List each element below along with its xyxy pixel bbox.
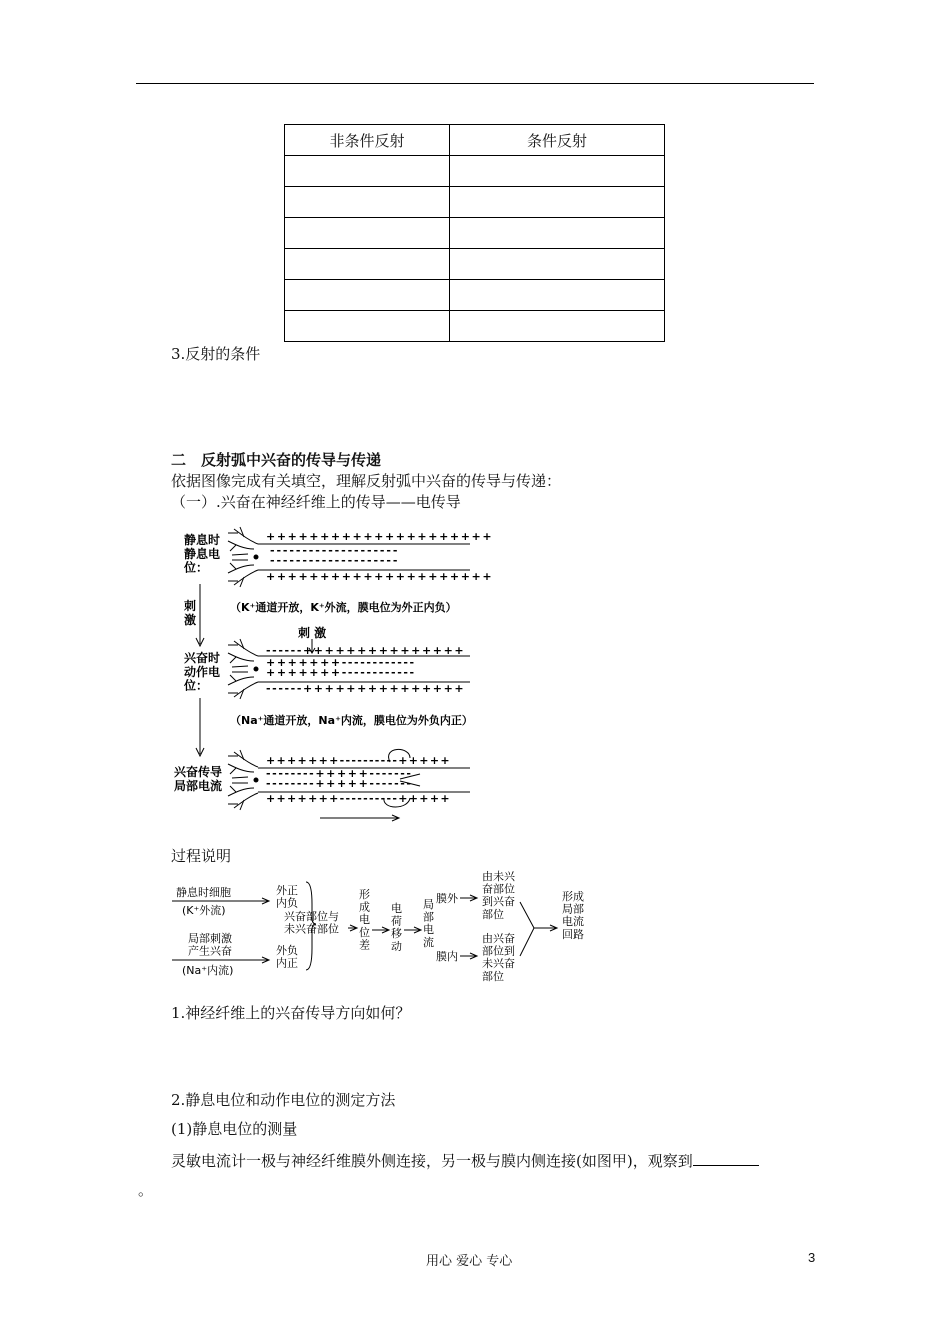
form-potential-diff: 形成电位差	[359, 888, 370, 952]
question-2-end: 。	[138, 1181, 154, 1199]
page-footer: 用心 爱心 专心	[426, 1254, 513, 1269]
table-row	[285, 156, 665, 187]
table-cell	[285, 249, 450, 280]
nucleus	[254, 555, 259, 560]
neuron-cell-body	[228, 750, 259, 810]
reflex-comparison-table	[284, 124, 665, 342]
na-inflow-label: (Na⁺内流)	[182, 964, 234, 977]
stage-label-action: 兴奋时动作电位：	[184, 651, 221, 693]
table-cell	[450, 218, 665, 249]
table-row	[285, 249, 665, 280]
inside-direction: 由兴奋部位到未兴奋部位	[482, 932, 515, 983]
outer-negative-label: 外负内正	[276, 944, 298, 970]
stimulus-label: 刺 激	[298, 626, 327, 640]
charge-move: 电荷移动	[391, 902, 402, 953]
table-row	[285, 187, 665, 218]
loop-label: 形成局部电流回路	[562, 890, 584, 941]
nucleus	[254, 667, 259, 672]
fiber-action	[258, 644, 470, 695]
charge-row: +++++++++++++++++++++	[266, 530, 494, 543]
table-header: 非条件反射	[285, 125, 450, 156]
table-cell	[450, 156, 665, 187]
process-label: 过程说明	[171, 847, 232, 865]
stage-label-rest: 静息时静息电位：	[184, 533, 221, 575]
table-row	[285, 280, 665, 311]
table-cell	[450, 311, 665, 342]
table-cell	[450, 249, 665, 280]
charge-row: --------------------	[270, 554, 400, 567]
outside-direction: 由未兴奋部位到兴奋部位	[482, 870, 515, 921]
local-current: 局部电流	[423, 898, 434, 949]
local-stim-label: 局部刺激产生兴奋	[188, 932, 232, 958]
charge-row: ------+++++++++++++++	[266, 682, 466, 695]
k-outflow-label: (K⁺外流)	[182, 904, 226, 917]
section-intro: 依据图像完成有关填空，理解反射弧中兴奋的传导与传递：	[171, 472, 562, 490]
neuron-cell-body	[228, 639, 259, 699]
table-cell	[285, 156, 450, 187]
charge-row: +++++++----------+++++	[266, 754, 451, 767]
note-potassium: （K⁺通道开放，K⁺外流，膜电位为外正内负）	[230, 601, 457, 614]
header-rule	[136, 83, 814, 84]
rest-cell-label: 静息时细胞	[176, 886, 231, 899]
table-cell	[285, 218, 450, 249]
process-flow-diagram	[170, 868, 600, 998]
inside-label: 膜内	[436, 950, 458, 963]
question-2-body: 灵敏电流计一极与神经纤维膜外侧连接，另一极与膜内侧连接(如图甲)，观察到	[171, 1152, 693, 1170]
table-cell	[285, 187, 450, 218]
nucleus	[254, 778, 259, 783]
table-row	[285, 311, 665, 342]
outer-positive-label: 外正内负	[276, 884, 298, 910]
table-cell	[285, 311, 450, 342]
answer-blank[interactable]	[693, 1151, 759, 1166]
nerve-conduction-figure	[170, 518, 494, 828]
section-heading: 二 反射弧中兴奋的传导与传递	[171, 451, 382, 469]
charge-row: --------+++++-------	[266, 777, 413, 790]
table-cell	[450, 187, 665, 218]
fiber-resting	[258, 530, 493, 583]
question-2-1: (1)静息电位的测量	[171, 1120, 298, 1138]
fiber-conduction	[258, 749, 470, 821]
note-sodium: （Na⁺通道开放，Na⁺内流，膜电位为外负内正）	[230, 714, 473, 727]
charge-row: --------------------	[270, 544, 400, 557]
item-3: 3.反射的条件	[171, 345, 261, 363]
table-cell	[450, 280, 665, 311]
charge-row: +++++++++++++++++++++	[266, 570, 494, 583]
page-number: 3	[808, 1250, 816, 1265]
charge-row: +++++++------------	[266, 666, 416, 679]
table-row	[285, 218, 665, 249]
diff-box-label: 兴奋部位与未兴奋部位	[284, 910, 339, 936]
charge-row: --------+++++-------	[266, 767, 413, 780]
question-2: 2.静息电位和动作电位的测定方法	[171, 1091, 396, 1109]
stimulus-arrow-label: 刺激	[184, 599, 197, 627]
table-header: 条件反射	[450, 125, 665, 156]
charge-row: ------+++++++++++++++	[266, 644, 466, 657]
outside-label: 膜外	[436, 892, 458, 905]
neuron-cell-body	[228, 527, 259, 587]
question-2-text	[171, 1151, 759, 1170]
question-1: 1.神经纤维上的兴奋传导方向如何？	[171, 1004, 411, 1022]
charge-row: +++++++------------	[266, 656, 416, 669]
stage-label-conduction: 兴奋传导局部电流	[174, 765, 223, 793]
subsection-title: （一）.兴奋在神经纤维上的传导——电传导	[171, 493, 461, 511]
charge-row: +++++++----------+++++	[266, 792, 451, 805]
table-cell	[285, 280, 450, 311]
